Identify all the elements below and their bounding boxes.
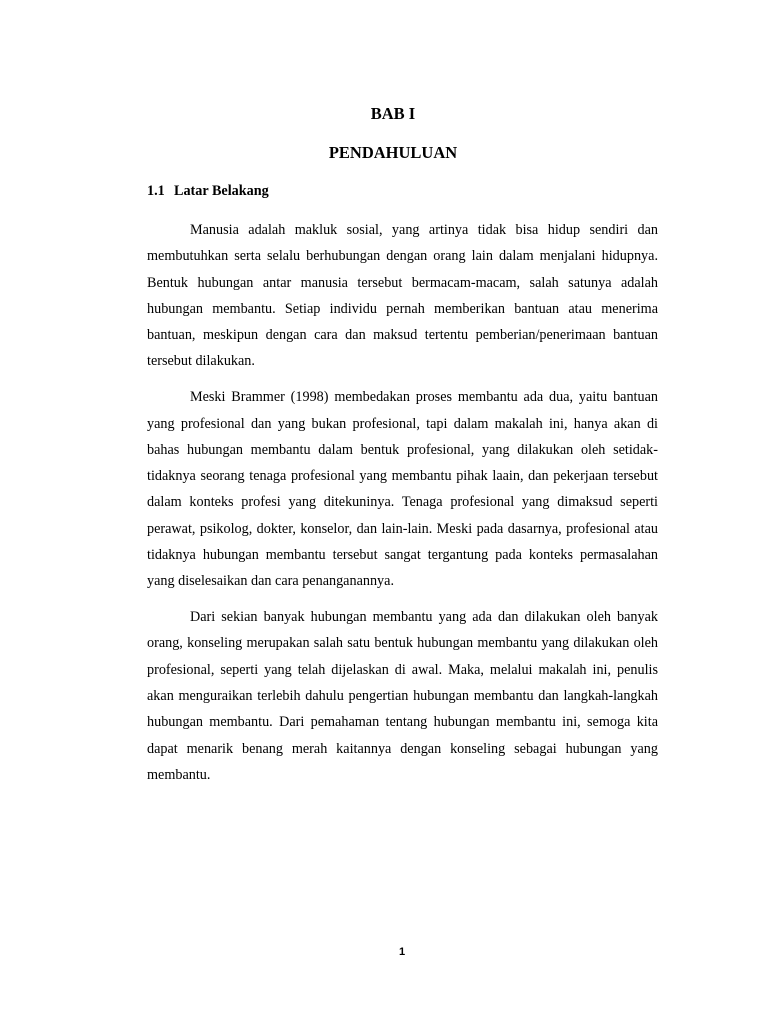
paragraph: Dari sekian banyak hubungan membantu yang ada dan dilakukan oleh banyak orang, konseling merupakan salah satu bentuk hubungan membantu yang dilakukan oleh profesional, seperti yang telah dijelaskan di awal. Maka, melalui makalah ini, penulis akan menguraikan terlebih dahulu pengertian hubungan membantu dan langkah-langkah hubungan membantu. Dari pemahaman tentang hubungan membantu ini, semoga kita dapat menarik benang merah kaitannya dengan konseling sebagai hubungan yang membantu. [147,609,658,783]
section-heading [147,183,269,200]
section-number: 1.1 [147,183,165,199]
body-text [147,217,658,798]
section-title: Latar Belakang [174,183,269,199]
paragraph: Manusia adalah makluk sosial, yang artinya tidak bisa hidup sendiri dan membutuhkan serta selalu berhubungan dengan orang lain dalam menjalani hidupnya. Bentuk hubungan antar manusia tersebut bermacam-macam, salah satunya adalah hubungan membantu. Setiap individu pernah memberikan bantuan atau menerima bantuan, meskipun dengan cara dan maksud tertentu pemberian/penerimaan bantuan tersebut dilakukan. [147,222,658,370]
chapter-number: BAB I [370,104,416,123]
chapter-title: PENDAHULUAN [328,143,458,162]
page-number: 1 [398,946,406,958]
paragraph: Meski Brammer (1998) membedakan proses membantu ada dua, yaitu bantuan yang profesional dan yang bukan profesional, tapi dalam makalah ini, hanya akan di bahas hubungan membantu dalam bentuk profesional, yang dilakukan oleh setidak-tidaknya seorang tenaga profesional yang membantu pihak laain, dan pekerjaan tersebut dalam konteks profesi yang ditekuninya. Tenaga profesional yang dimaksud seperti perawat, psikolog, dokter, konselor, dan lain-lain. Meski pada dasarnya, profesional atau tidaknya hubungan membantu tersebut sangat tergantung pada konteks permasalahan yang diselesaikan dan cara penanganannya. [147,389,658,590]
